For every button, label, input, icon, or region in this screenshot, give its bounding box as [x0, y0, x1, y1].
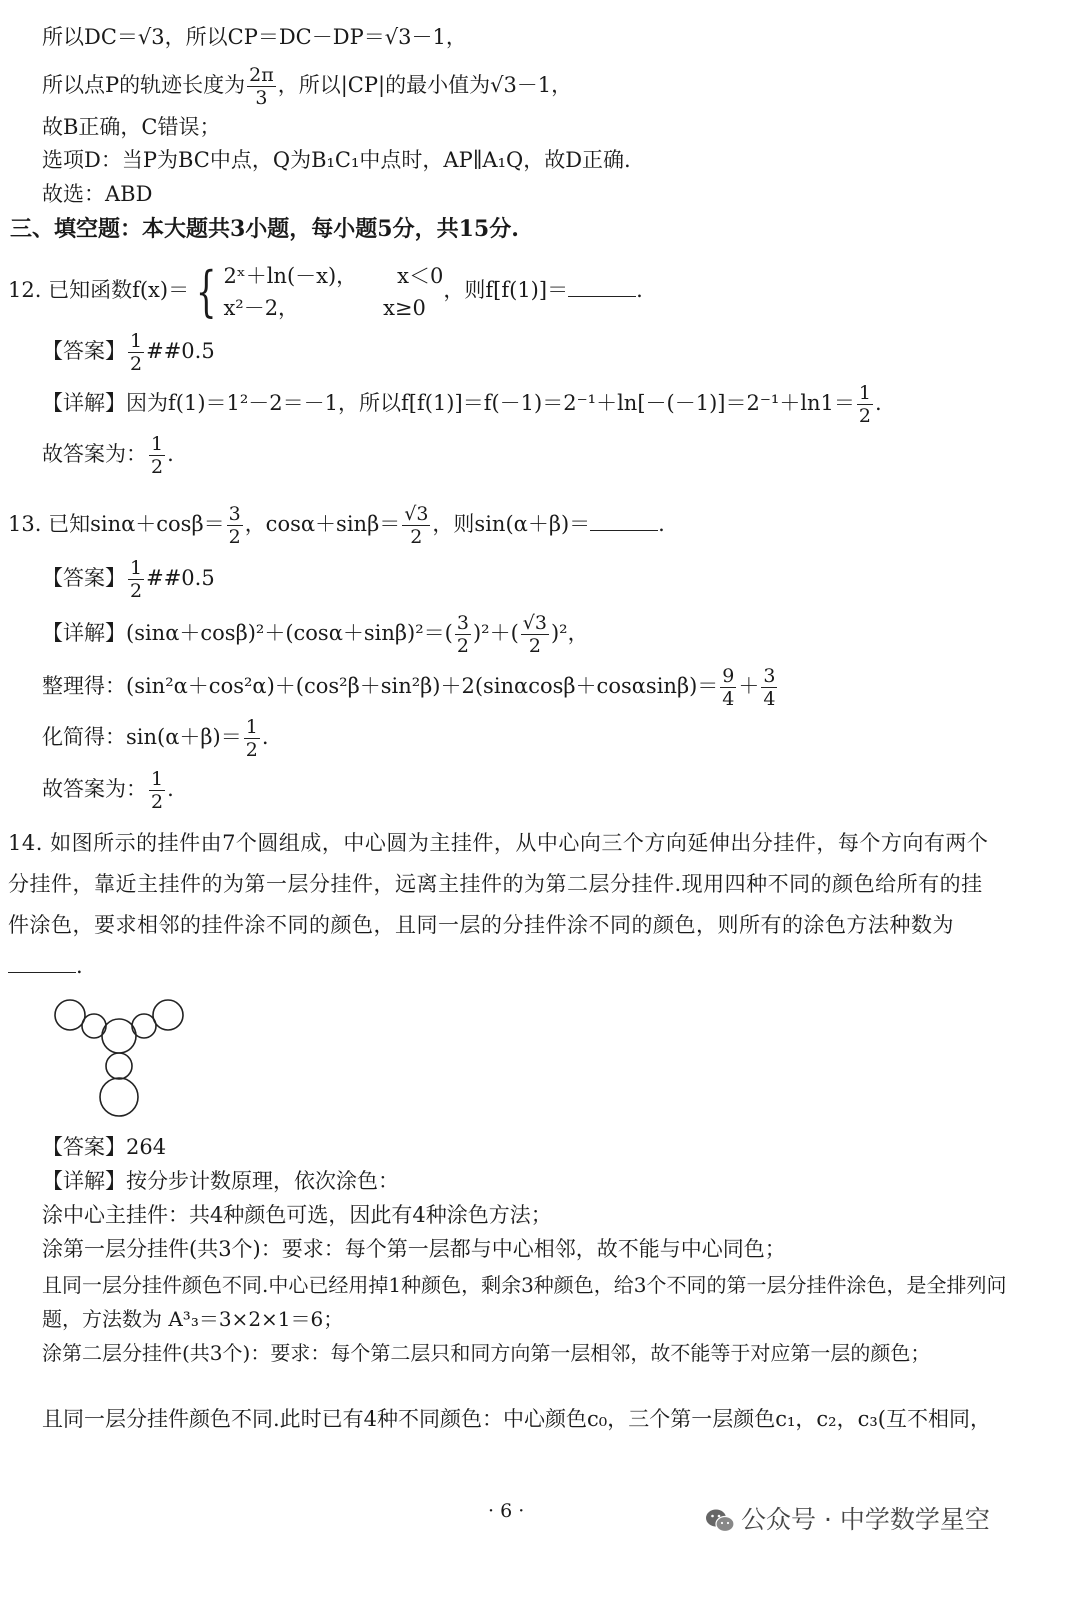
q12-answer-label: 【答案】 [42, 339, 126, 363]
prev-line-2-pre: 所以点P的轨迹长度为 [42, 73, 246, 97]
q12-final-label: 故答案为： [42, 442, 147, 466]
prev-line-2 [42, 64, 572, 109]
q13-stem-mid: ，cosα＋sinβ＝ [244, 512, 401, 536]
q13-stem-pre: 13. 已知sinα＋cosβ＝ [8, 512, 225, 536]
prev-line-3: 故B正确，C错误； [42, 115, 221, 139]
q12-cases: 2ˣ＋ln(－x)， x＜0 x²－2， x≥0 [223, 263, 444, 320]
q13-final-label: 故答案为： [42, 777, 147, 801]
q13-detail-frac-1: $\frac{3}{2}$ [456, 612, 469, 657]
wechat-brand-text: 公众号 · 中学数学星空 [741, 1505, 990, 1534]
q14-detail-intro: 按分步计数原理，依次涂色： [126, 1169, 399, 1193]
q14-step-2: 涂第一层分挂件(共3个)：要求：每个第一层都与中心相邻，故不能与中心同色； [42, 1237, 786, 1261]
q13-answer-alt: ##0.5 [146, 566, 215, 590]
q14-answer-value: 264 [126, 1135, 167, 1159]
q13-reduce-label: 化简得： [42, 725, 126, 749]
q14-step-4: 且同一层分挂件颜色不同.此时已有4种不同颜色：中心颜色c₀，三个第一层颜色c₁，c₂，c₃(互不相同， [42, 1407, 991, 1431]
q13-final: 故答案为： $\frac{1}{2}$ . [42, 768, 174, 813]
q14-stem: 14. 如图所示的挂件由7个圆组成，中心圆为主挂件，从中心向三个方向延伸出分挂件，每个方向有两个分挂件，靠近主挂件的为第一层分挂件，远离主挂件的为第二层分挂件.现用四种不同的颜色给所有的挂件涂色，要求相邻的挂件涂不同的颜色，且同一层的分挂件涂不同的颜色，则所有的涂色方法种数为. [8, 831, 989, 978]
q14-step-3: 涂第二层分挂件(共3个)：要求：每个第二层只和同方向第一层相邻，故不能等于对应第一层的颜色； [42, 1341, 931, 1365]
q14-blank [8, 954, 76, 973]
q12-stem-pre: 12. 已知函数f(x)＝ [8, 278, 190, 302]
q13-detail: 【详解】(sinα＋cosβ)²＋(cosα＋sinβ)²＝( $\frac{3}{2}$ )²＋( $\frac{√3}{2}$ )²， [42, 612, 589, 657]
q13-fraction-1: $\frac{3}{2}$ [228, 503, 241, 548]
q14-stem-text: 14. 如图所示的挂件由7个圆组成，中心圆为主挂件，从中心向三个方向延伸出分挂件，每个方向有两个分挂件，靠近主挂件的为第一层分挂件，远离主挂件的为第二层分挂件.现用四种不同的颜色给所有的挂件涂色，要求相邻的挂件涂不同的颜色，且同一层的分挂件涂不同的颜色，则所有的涂色方法种数为 [8, 831, 989, 937]
q12-stem: 12. 已知函数f(x)＝ { 2ˣ＋ln(－x)， x＜0 x²－2， x≥0 ，则f[f(1)]＝ . [8, 259, 643, 323]
q12-final: 故答案为： $\frac{1}{2}$ . [42, 433, 174, 478]
q12-answer-fraction: $\frac{1}{2}$ [130, 330, 143, 375]
q12-detail-text: 因为f(1)＝1²－2＝－1，所以f[f(1)]＝f(－1)＝2⁻¹＋ln[－(－1)]＝2⁻¹＋ln1＝ [126, 391, 855, 415]
q13-fraction-2: $\frac{√3}{2}$ [404, 503, 429, 548]
q14-step-1: 涂中心主挂件：共4种颜色可选，因此有4种涂色方法； [42, 1203, 552, 1227]
section-title: 三、填空题：本大题共3小题，每小题5分，共15分. [10, 216, 519, 242]
prev-line-2-post: ，所以|CP|的最小值为√3－1， [277, 73, 573, 97]
q13-simplify-label: 整理得： [42, 674, 126, 698]
prev-line-4: 选项D：当P为BC中点，Q为B₁C₁中点时，AP∥A₁Q，故D正确. [42, 148, 631, 172]
pendant-inner-bottom-circle [106, 1053, 132, 1079]
wechat-brand [705, 1500, 990, 1536]
q13-answer-label: 【答案】 [42, 566, 126, 590]
q14-answer-label: 【答案】 [42, 1135, 126, 1159]
pendant-outer-right-circle [153, 1000, 183, 1030]
q12-brace: { [195, 259, 217, 323]
page-number: · 6 · [488, 1500, 525, 1522]
pendant-center-circle [102, 1019, 136, 1053]
q13-reduce: 化简得：sin(α＋β)＝ $\frac{1}{2}$ . [42, 716, 269, 761]
pendant-outer-bottom-circle [100, 1078, 138, 1116]
q12-blank [568, 278, 636, 297]
q13-detail-label: 【详解】 [42, 621, 126, 645]
q13-detail-frac-2: $\frac{√3}{2}$ [522, 612, 547, 657]
q13-simplify-frac-2: $\frac{3}{4}$ [763, 665, 776, 710]
wechat-icon [705, 1508, 735, 1534]
q13-final-fraction: $\frac{1}{2}$ [151, 768, 164, 813]
q14-answer [42, 1132, 166, 1162]
prev-line-1: 所以DC＝√3，所以CP＝DC－DP＝√3－1， [42, 25, 467, 49]
q12-answer [42, 330, 215, 375]
pendant-inner-right-circle [132, 1014, 156, 1038]
q13-reduce-text: sin(α＋β)＝ [126, 725, 242, 749]
arc-length-fraction: $\frac{2\pi}{3}$ [249, 64, 274, 109]
q12-answer-alt: ##0.5 [146, 339, 215, 363]
q14-step-2b: 且同一层分挂件颜色不同.中心已经用掉1种颜色，剩余3种颜色，给3个不同的第一层分挂件涂色，是全排列问题，方法数为 A³₃＝3×2×1＝6； [42, 1273, 1007, 1331]
pendant-outer-left-circle [55, 1000, 85, 1030]
q13-simplify-text: (sin²α＋cos²α)＋(cos²β＋sin²β)＋2(sinαcosβ＋cosαsinβ)＝ [126, 674, 719, 698]
q13-answer [42, 557, 215, 602]
q12-final-fraction: $\frac{1}{2}$ [151, 433, 164, 478]
q14-detail [42, 1166, 399, 1196]
q12-detail: 【详解】因为f(1)＝1²－2＝－1，所以f[f(1)]＝f(－1)＝2⁻¹＋ln[－(－1)]＝2⁻¹＋ln1＝ $\frac{1}{2}$ . [42, 382, 882, 427]
q14-detail-label: 【详解】 [42, 1169, 126, 1193]
q12-stem-post: ，则f[f(1)]＝ [443, 278, 569, 302]
q13-simplify: 整理得：(sin²α＋cos²α)＋(cos²β＋sin²β)＋2(sinαcosβ＋cosαsinβ)＝ $\frac{9}{4}$ ＋ $\frac{3}{4}$ [42, 665, 776, 710]
q12-detail-label: 【详解】 [42, 391, 126, 415]
q13-simplify-frac-1: $\frac{9}{4}$ [722, 665, 735, 710]
q13-blank [590, 512, 658, 531]
q13-detail-lhs: (sinα＋cosβ)²＋(cosα＋sinβ)²＝ [126, 621, 445, 645]
prev-line-5: 故选：ABD [42, 182, 153, 206]
pendant-figure [48, 995, 188, 1120]
q12-detail-fraction: $\frac{1}{2}$ [858, 382, 872, 427]
q13-stem: 13. 已知sinα＋cosβ＝ $\frac{3}{2}$ ，cosα＋sinβ＝ $\frac{√3}{2}$ ，则sin(α＋β)＝ . [8, 503, 665, 548]
q13-answer-fraction: $\frac{1}{2}$ [130, 557, 143, 602]
q13-stem-post: ，则sin(α＋β)＝ [432, 512, 591, 536]
q13-reduce-fraction: $\frac{1}{2}$ [245, 716, 258, 761]
